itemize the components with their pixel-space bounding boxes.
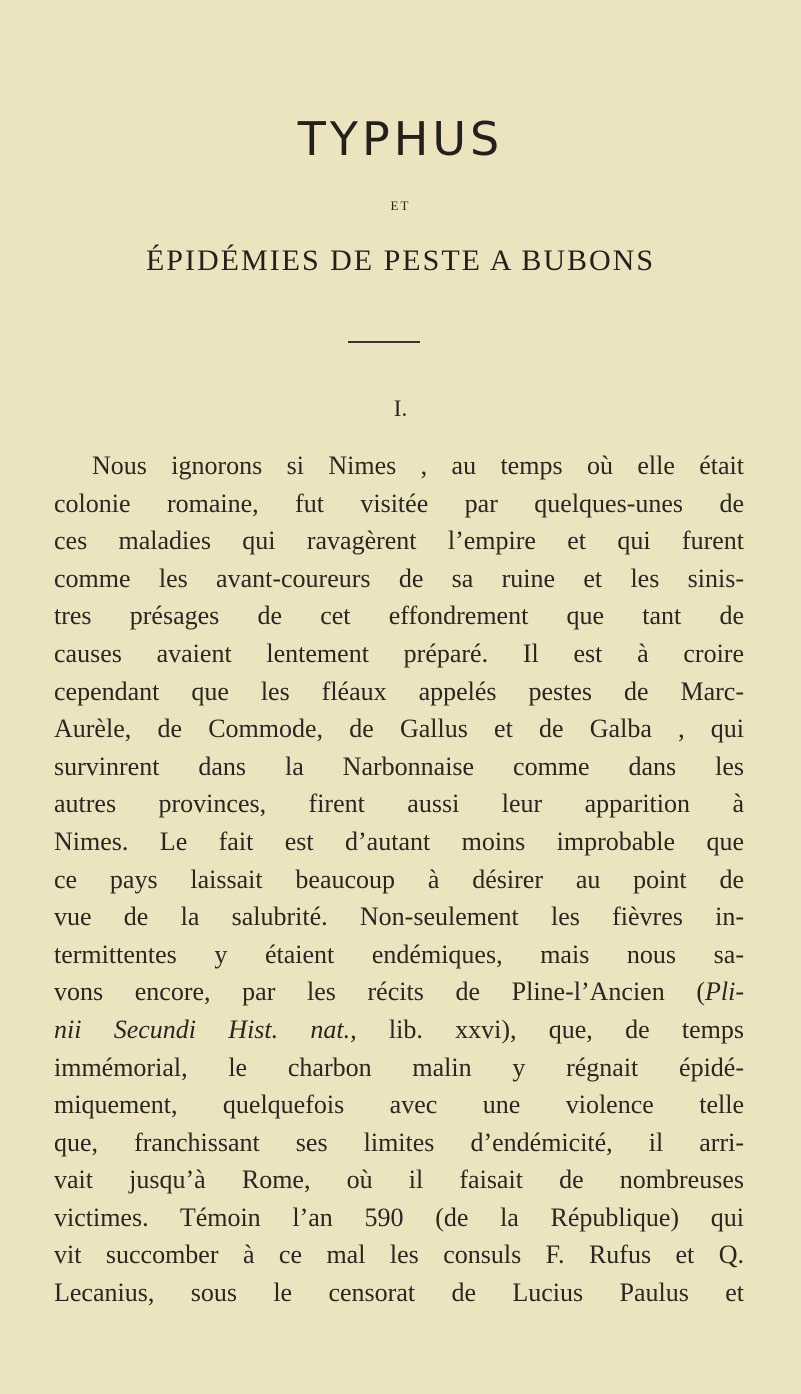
chapter-subtitle: ÉPIDÉMIES DE PESTE A BUBONS xyxy=(145,244,656,277)
text-line-15 xyxy=(54,973,744,1011)
text-line-16 xyxy=(54,1011,744,1049)
text-line-22: vit succomber à ce mal les consuls F. Rufus et Q. xyxy=(54,1240,744,1270)
text-line-2: colonie romaine, fut visitée par quelques-unes de xyxy=(54,488,744,518)
text-line-12: ce pays laissait beaucoup à désirer au point de xyxy=(54,864,744,894)
text-line-8: Aurèle, de Commode, de Gallus et de Galba , qui xyxy=(54,714,744,744)
text-line-6: causes avaient lentement préparé. Il est à croire xyxy=(54,638,744,668)
text-line-13: vue de la salubrité. Non-seulement les fièvres in- xyxy=(54,902,744,932)
text-line-16-italic: nii Secundi Hist. nat., xyxy=(54,1014,357,1044)
title-divider xyxy=(348,341,420,343)
text-line-20: vait jusqu’à Rome, où il faisait de nombreuses xyxy=(54,1165,744,1195)
text-line-3: ces maladies qui ravagèrent l’empire et qui furent xyxy=(54,526,744,556)
text-line-18: miquement, quelquefois avec une violence telle xyxy=(54,1090,744,1120)
text-line-15-roman: vons encore, par les récits de Pline-l’Ancien ( xyxy=(54,977,705,1007)
text-line-9: survinrent dans la Narbonnaise comme dans les xyxy=(54,751,744,781)
text-line-11: Nimes. Le fait est d’autant moins improbable que xyxy=(54,826,744,856)
text-line-17: immémorial, le charbon malin y régnait épidé- xyxy=(54,1052,744,1082)
title-conjunction: ET xyxy=(390,198,411,213)
text-line-4: comme les avant-coureurs de sa ruine et les sinis- xyxy=(54,563,744,593)
text-line-10: autres provinces, firent aussi leur apparition à xyxy=(54,789,744,819)
body-paragraph xyxy=(54,447,744,1312)
text-line-14: termittentes y étaient endémiques, mais nous sa- xyxy=(54,939,744,969)
text-line-1: Nous ignorons si Nimes , au temps où elle était xyxy=(92,451,744,480)
text-line-21: victimes. Témoin l’an 590 (de la République) qui xyxy=(54,1202,744,1232)
text-line-16-roman: lib. xxvi), que, de temps xyxy=(356,1014,744,1044)
text-line-5: tres présages de cet effondrement que tant de xyxy=(54,601,744,631)
text-line-19: que, franchissant ses limites d’endémicité, il arri- xyxy=(54,1127,744,1157)
text-line-23: Lecanius, sous le censorat de Lucius Paulus et xyxy=(54,1278,744,1308)
text-line-7: cependant que les fléaux appelés pestes de Marc- xyxy=(54,676,744,706)
text-line-15-italic: Pli- xyxy=(705,977,744,1007)
chapter-title: TYPHUS xyxy=(297,112,504,166)
section-number: I. xyxy=(393,396,408,421)
